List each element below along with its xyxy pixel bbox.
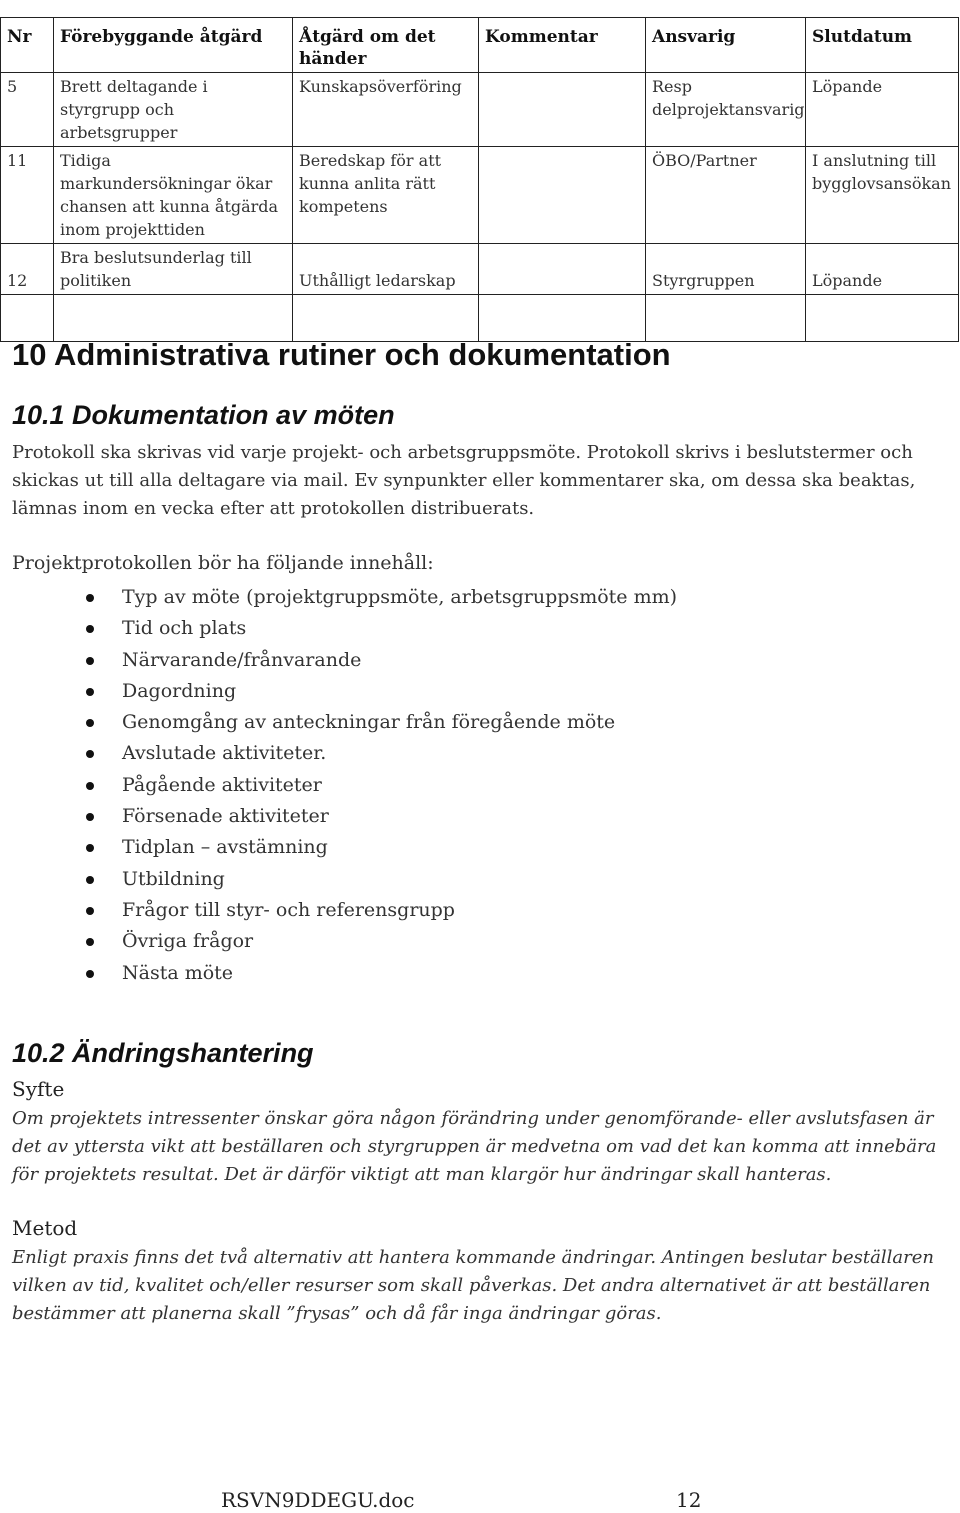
- cell-nr: 11: [1, 147, 54, 244]
- protocol-content-list: [0, 585, 677, 992]
- footer-page-number: 12: [676, 1488, 702, 1512]
- section-title: 10 Administrativa rutiner och dokumentation: [12, 337, 671, 372]
- cell-slutdatum: Löpande: [806, 244, 959, 295]
- list-item: Avslutade aktiviteter.: [0, 741, 677, 772]
- syfte-text: Om projektets intressenter önskar göra någon förändring under genomförande- eller avslutsfasen är det av yttersta vikt att beställaren och styrgruppen är medvetna om vad det kan komma att innebära för projektets resultat. Det är därför viktigt att man klargör hur ändringar skall hanteras.: [12, 1108, 937, 1185]
- list-item: Närvarande/frånvarande: [0, 648, 677, 679]
- cell-nr: 12: [1, 244, 54, 295]
- action-table: [0, 17, 959, 342]
- table-row: [1, 244, 959, 295]
- protocol-intro: Projektprotokollen bör ha följande innehåll:: [12, 552, 434, 574]
- metod-label: Metod: [12, 1216, 78, 1240]
- subsection-title-changes: 10.2 Ändringshantering: [12, 1038, 314, 1068]
- list-item: Tid och plats: [0, 616, 677, 647]
- list-item: Dagordning: [0, 679, 677, 710]
- cell-ansvarig: ÖBO/Partner: [646, 147, 806, 244]
- cell-slutdatum: Löpande: [806, 73, 959, 147]
- list-item: Pågående aktiviteter: [0, 773, 677, 804]
- footer-filename: RSVN9DDEGU.doc: [221, 1488, 415, 1512]
- cell-slutdatum: I anslutning till bygglovsansökan: [806, 147, 959, 244]
- cell-forebyggande: Bra beslutsunderlag till politiken: [54, 244, 293, 295]
- list-item: Frågor till styr- och referensgrupp: [0, 898, 677, 929]
- header-atgard: Åtgärd om det händer: [293, 18, 479, 73]
- list-item: Utbildning: [0, 867, 677, 898]
- cell-atgard: Kunskapsöverföring: [293, 73, 479, 147]
- table-row: [1, 73, 959, 147]
- cell-atgard: Uthålligt ledarskap: [293, 244, 479, 295]
- syfte-label: Syfte: [12, 1077, 65, 1101]
- subsection-title-meetings: 10.1 Dokumentation av möten: [12, 400, 395, 430]
- list-item: Försenade aktiviteter: [0, 804, 677, 835]
- header-ansvarig: Ansvarig: [646, 18, 806, 73]
- header-nr: Nr: [1, 18, 54, 73]
- cell-forebyggande: Tidiga markundersökningar ökar chansen att kunna åtgärda inom projekttiden: [54, 147, 293, 244]
- cell-ansvarig: Styrgruppen: [646, 244, 806, 295]
- cell-forebyggande: Brett deltagande i styrgrupp och arbetsgrupper: [54, 73, 293, 147]
- list-item: Nästa möte: [0, 961, 677, 992]
- cell-nr: 5: [1, 73, 54, 147]
- table-row-empty: [1, 295, 959, 342]
- header-slutdatum: Slutdatum: [806, 18, 959, 73]
- list-item: Typ av möte (projektgruppsmöte, arbetsgruppsmöte mm): [0, 585, 677, 616]
- cell-ansvarig: Resp delprojektansvarig: [646, 73, 806, 147]
- list-item: Tidplan – avstämning: [0, 835, 677, 866]
- cell-atgard: Beredskap för att kunna anlita rätt kompetens: [293, 147, 479, 244]
- cell-kommentar: [479, 147, 646, 244]
- list-item: Genomgång av anteckningar från föregående möte: [0, 710, 677, 741]
- meetings-paragraph: Protokoll ska skrivas vid varje projekt- och arbetsgruppsmöte. Protokoll skrivs i beslutstermer och skickas ut till alla deltagare via mail. Ev synpunkter eller kommentarer ska, om dessa ska beaktas, lämnas inom en vecka efter att protokollen distribuerats.: [12, 442, 916, 519]
- header-kommentar: Kommentar: [479, 18, 646, 73]
- metod-text: Enligt praxis finns det två alternativ att hantera kommande ändringar. Antingen beslutar beställaren vilken av tid, kvalitet och/eller resurser som skall påverkas. Det andra alternativet är att beställaren bestämmer att planerna skall ”frysas” och då får inga ändringar göras.: [12, 1247, 934, 1324]
- table-row: [1, 147, 959, 244]
- cell-kommentar: [479, 244, 646, 295]
- cell-kommentar: [479, 73, 646, 147]
- header-forebyggande: Förebyggande åtgärd: [54, 18, 293, 73]
- list-item: Övriga frågor: [0, 929, 677, 960]
- table-header-row: [1, 18, 959, 73]
